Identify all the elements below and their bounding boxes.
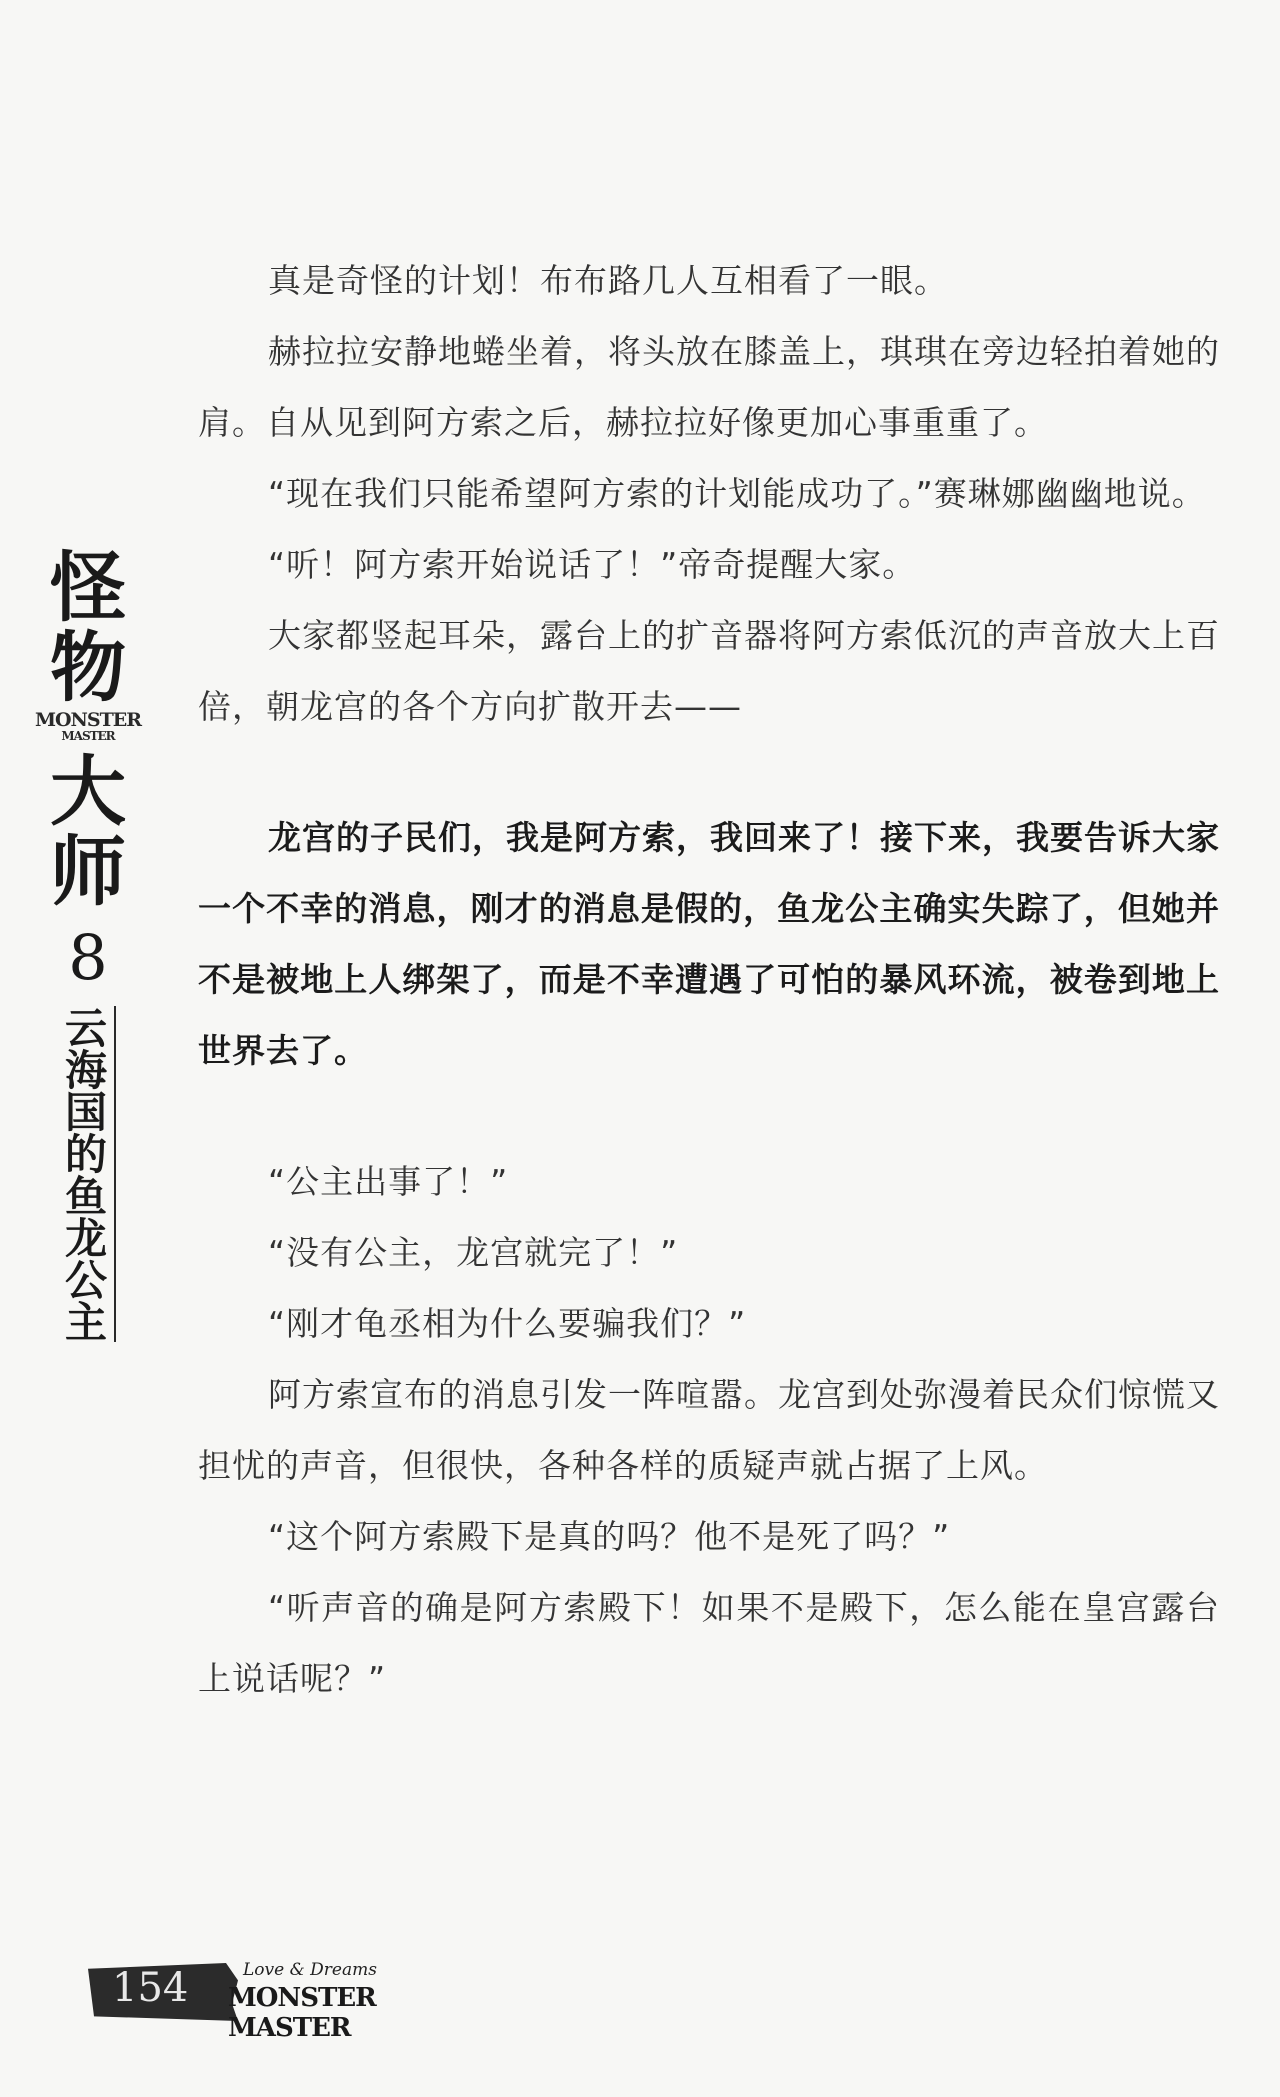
series-title-char: 物 — [50, 623, 126, 712]
paragraph: 赫拉拉安静地蜷坐着，将头放在膝盖上，琪琪在旁边轻拍着她的肩。自从见到阿方索之后，赫拉拉好像更加心事重重了。 — [198, 332, 1220, 442]
paragraph: “这个阿方索殿下是真的吗？他不是死了吗？” — [268, 1517, 951, 1556]
footer-series-name: MONSTER MASTER — [228, 1983, 376, 2043]
volume-subtitle: 云海国的鱼龙公主 — [59, 1006, 108, 1342]
paragraph: “听！阿方索开始说话了！”帝奇提醒大家。 — [268, 545, 917, 584]
series-spine — [34, 543, 142, 1342]
paragraph: “听声音的确是阿方索殿下！如果不是殿下，怎么能在皇宫露台上说话呢？” — [198, 1588, 1220, 1698]
paragraph: “现在我们只能希望阿方索的计划能成功了。”赛琳娜幽幽地说。 — [268, 474, 1206, 513]
logo-line-2: MASTER — [61, 729, 115, 743]
paragraph: 大家都竖起耳朵，露台上的扩音器将阿方索低沉的声音放大上百倍，朝龙宫的各个方向扩散开去—— — [198, 616, 1220, 726]
paragraph: “公主出事了！” — [268, 1162, 509, 1201]
announcement-text: 龙宫的子民们，我是阿方索，我回来了！接下来，我要告诉大家一个不幸的消息，刚才的消息是假的，鱼龙公主确实失踪了，但她并不是被地上人绑架了，而是不幸遭遇了可怕的暴风环流，被卷到地上世界去了。 — [198, 818, 1220, 1070]
logo-line-1: MONSTER — [34, 709, 142, 731]
paragraph: “刚才龟丞相为什么要骗我们？” — [268, 1304, 747, 1343]
series-logo — [34, 709, 142, 744]
series-title-char: 怪 — [50, 543, 126, 632]
subtitle-divider — [114, 1006, 116, 1342]
footer-tagline: Love & Dreams — [243, 1960, 377, 1980]
announcement-block — [198, 802, 1220, 1086]
paragraph: 阿方索宣布的消息引发一阵喧嚣。龙宫到处弥漫着民众们惊慌又担忧的声音，但很快，各种各样的质疑声就占据了上风。 — [198, 1375, 1220, 1485]
volume-subtitle-block — [60, 1006, 116, 1342]
series-title-char: 大 — [50, 747, 126, 836]
body-text — [198, 245, 1220, 1714]
volume-number: 8 — [68, 921, 108, 994]
series-title-char: 师 — [50, 827, 126, 916]
paragraph: “没有公主，龙宫就完了！” — [268, 1233, 679, 1272]
paragraph: 真是奇怪的计划！布布路几人互相看了一眼。 — [268, 261, 948, 300]
page-footer — [88, 1955, 468, 2043]
page-number: 154 — [112, 1965, 189, 2011]
